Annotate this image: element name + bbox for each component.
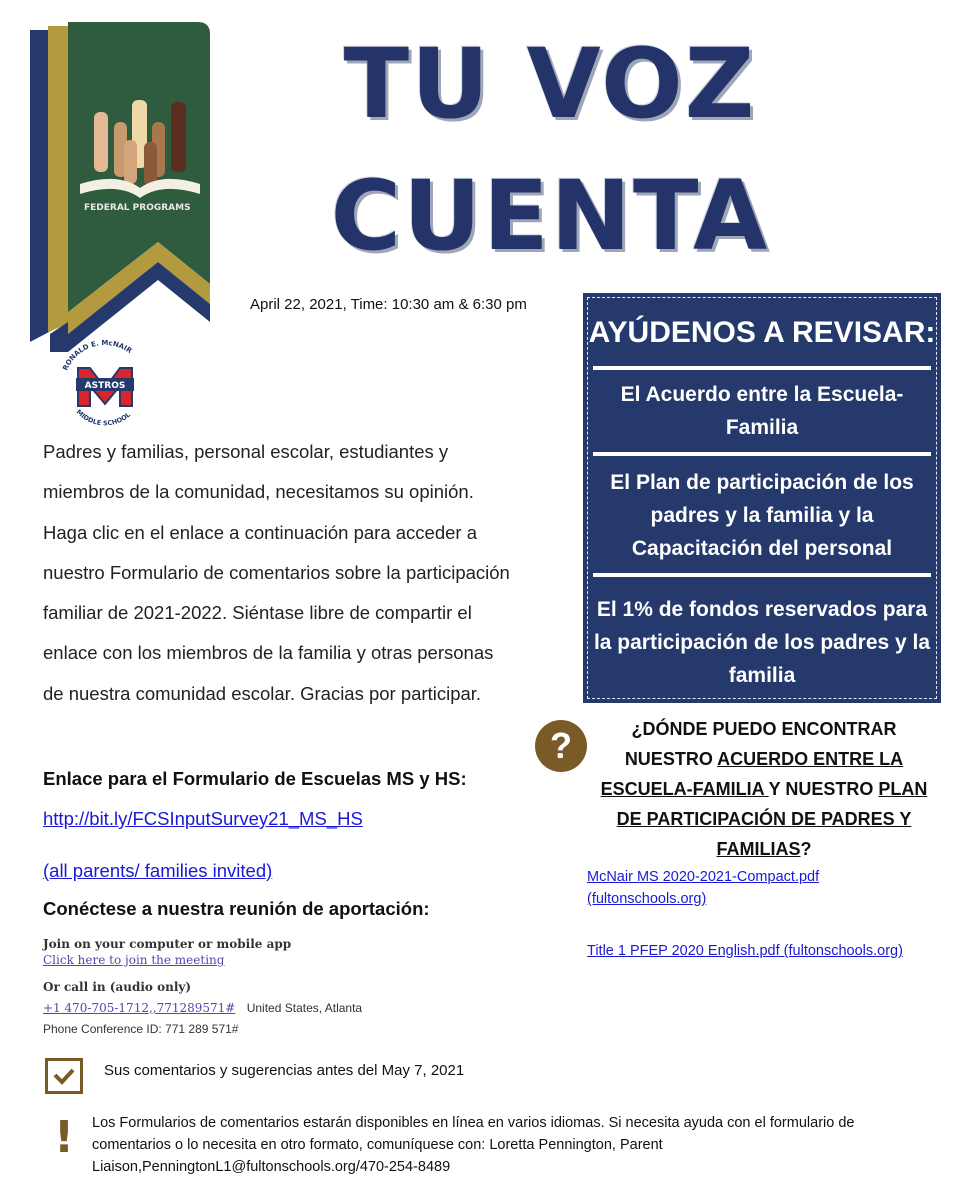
call-in-title: Or call in (audio only)	[43, 980, 192, 994]
title-line-1: TU VOZ	[343, 28, 757, 140]
meeting-heading: Conéctese a nuestra reunión de aportación:	[43, 898, 430, 919]
svg-text:RONALD E. McNAIR: RONALD E. McNAIR	[61, 340, 134, 372]
join-title: Join on your computer or mobile app	[43, 937, 292, 951]
review-divider	[593, 452, 931, 456]
question-part-4: PLAN DE PARTICIPACIÓN DE PADRES Y FAMILIAS	[616, 779, 928, 859]
review-item-3: El 1% de fondos reservados para la participación de los padres y la familia	[593, 598, 931, 687]
survey-note-link[interactable]: (all parents/ families invited)	[43, 860, 273, 881]
banner-program-text: FEDERAL PROGRAMS	[84, 203, 191, 213]
phone-location: United States, Atlanta	[246, 1001, 363, 1015]
review-item-1: El Acuerdo entre la Escuela-Familia	[620, 383, 904, 439]
school-logo	[50, 340, 160, 430]
exclamation-icon: !	[54, 1112, 75, 1163]
review-item-2: El Plan de participación de los padres y la familia y la Capacitación del personal	[610, 471, 914, 560]
review-title: AYÚDENOS A REVISAR:	[588, 316, 936, 349]
federal-programs-banner	[28, 22, 218, 352]
deadline-text: Sus comentarios y sugerencias antes del May 7, 2021	[104, 1062, 465, 1079]
question-part-2: ACUERDO ENTRE LA ESCUELA-FAMILIA	[600, 749, 904, 799]
review-divider	[593, 366, 931, 370]
survey-label: Enlace para el Formulario de Escuelas MS y HS:	[43, 768, 467, 789]
where-question	[590, 714, 938, 864]
phone-link[interactable]: +1 470-705-1712,,771289571#	[43, 1001, 236, 1015]
pfep-pdf-link[interactable]: Title 1 PFEP 2020 English.pdf (fultonschools.org)	[587, 943, 903, 959]
question-icon: ?	[535, 720, 587, 772]
intro-paragraph: Padres y familias, personal escolar, estudiantes y miembros de la comunidad, necesitamos su opinión. Haga clic en el enlace a continuación para acceder a nuestro Formulario de comentarios sobre la participación familiar de 2021-2022. Siéntase libre de compartir el enlace con los miembros de la familia y otras personas de nuestra comunidad escolar. Gracias por participar.	[43, 441, 510, 704]
compact-pdf-link[interactable]: McNair MS 2020-2021-Compact.pdf (fultonschools.org)	[587, 869, 820, 907]
event-date: April 22, 2021, Time: 10:30 am & 6:30 pm	[250, 296, 527, 313]
question-part-1: ¿DÓNDE PUEDO ENCONTRAR NUESTRO	[624, 719, 897, 769]
question-part-5: ?	[800, 839, 812, 859]
svg-text:ASTROS: ASTROS	[84, 381, 126, 391]
review-divider	[593, 573, 931, 577]
language-note: Los Formularios de comentarios estarán disponibles en línea en varios idiomas. Si necesita ayuda con el formulario de comentarios o lo necesita en otro formato, comuníquese con: Loretta Pennington, Parent Liaison,PenningtonL1@fultonschools.org/470-254-8489	[92, 1115, 855, 1175]
survey-link[interactable]: http://bit.ly/FCSInputSurvey21_MS_HS	[43, 808, 363, 829]
conference-id: Phone Conference ID: 771 289 571#	[43, 1022, 239, 1036]
title-line-2: CUENTA	[330, 160, 770, 272]
question-part-3: Y NUESTRO	[768, 779, 879, 799]
svg-text:MIDDLE SCHOOL: MIDDLE SCHOOL	[74, 407, 133, 428]
phone-row	[43, 1001, 362, 1015]
checkmark-icon	[45, 1058, 83, 1094]
join-meeting-link[interactable]: Click here to join the meeting	[43, 953, 225, 967]
